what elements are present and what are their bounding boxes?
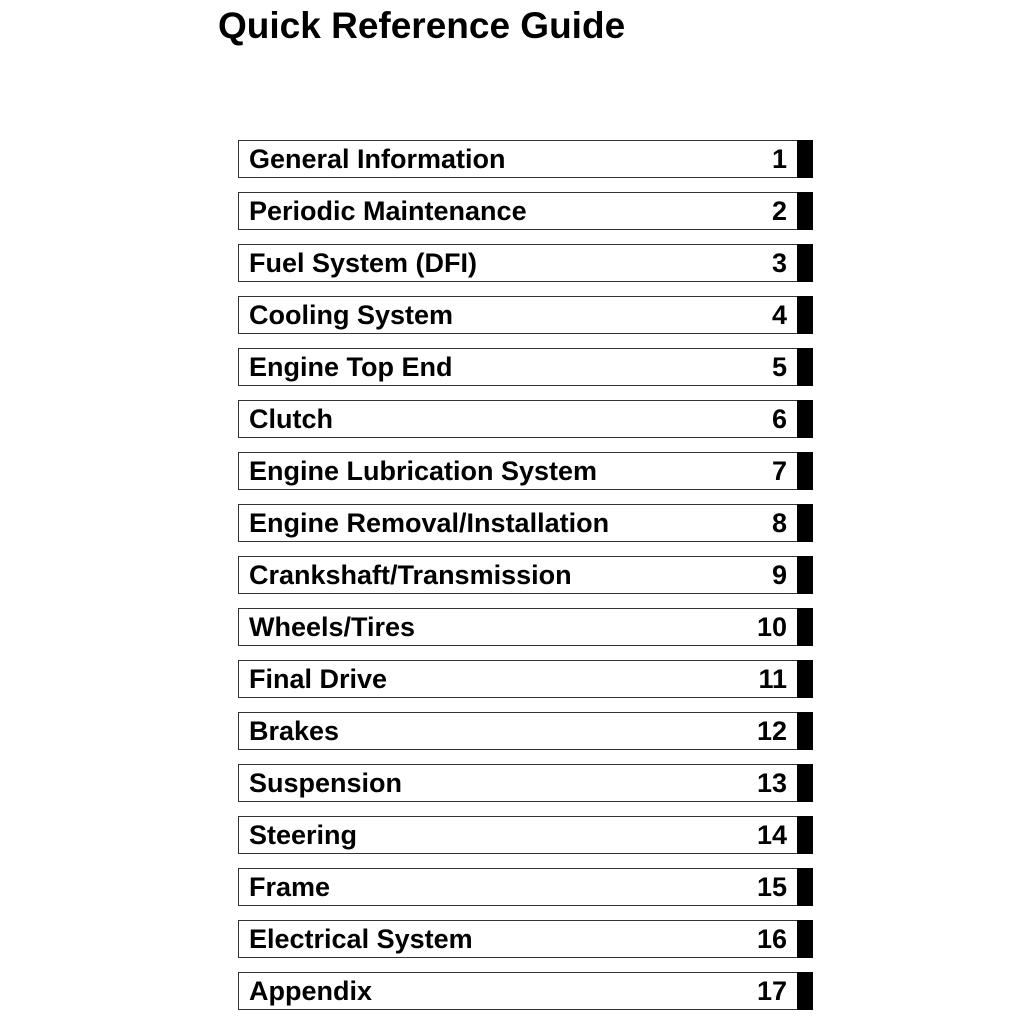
thumb-tab-marker <box>797 504 813 542</box>
section-entry-box <box>238 140 797 178</box>
section-label: Brakes <box>249 715 340 746</box>
section-entry-box <box>238 296 797 334</box>
section-entry-fuel-system[interactable] <box>238 244 813 282</box>
section-label: General Information <box>249 143 506 174</box>
section-entry-box <box>238 660 797 698</box>
section-entry-box <box>238 816 797 854</box>
section-entry-box <box>238 348 797 386</box>
section-index <box>238 140 813 1024</box>
section-entry-box <box>238 972 797 1010</box>
section-entry-box <box>238 608 797 646</box>
section-label: Engine Lubrication System <box>249 455 598 486</box>
section-entry-suspension[interactable] <box>238 764 813 802</box>
thumb-tab-marker <box>797 660 813 698</box>
section-number: 9 <box>771 559 787 590</box>
section-entry-box <box>238 920 797 958</box>
section-number: 16 <box>756 923 787 954</box>
section-label: Fuel System (DFI) <box>249 247 478 278</box>
section-label: Engine Top End <box>249 351 453 382</box>
thumb-tab-marker <box>797 296 813 334</box>
section-entry-crankshaft-transmission[interactable] <box>238 556 813 594</box>
thumb-tab-marker <box>797 868 813 906</box>
section-number: 4 <box>771 299 787 330</box>
section-entry-electrical-system[interactable] <box>238 920 813 958</box>
thumb-tab-marker <box>797 400 813 438</box>
section-label: Appendix <box>249 975 373 1006</box>
section-entry-box <box>238 244 797 282</box>
thumb-tab-marker <box>797 556 813 594</box>
thumb-tab-marker <box>797 192 813 230</box>
section-entry-engine-removal-installation[interactable] <box>238 504 813 542</box>
section-number: 12 <box>756 715 787 746</box>
thumb-tab-marker <box>797 712 813 750</box>
thumb-tab-marker <box>797 764 813 802</box>
thumb-tab-marker <box>797 972 813 1010</box>
section-label: Clutch <box>249 403 333 434</box>
thumb-tab-marker <box>797 140 813 178</box>
section-number: 17 <box>756 975 787 1006</box>
thumb-tab-marker <box>797 452 813 490</box>
section-entry-box <box>238 868 797 906</box>
thumb-tab-marker <box>797 816 813 854</box>
thumb-tab-marker <box>797 244 813 282</box>
section-number: 15 <box>756 871 787 902</box>
section-number: 8 <box>771 507 787 538</box>
section-number: 6 <box>771 403 787 434</box>
section-number: 7 <box>771 455 787 486</box>
thumb-tab-marker <box>797 348 813 386</box>
section-label: Engine Removal/Installation <box>249 507 610 538</box>
section-entry-box <box>238 192 797 230</box>
section-number: 14 <box>756 819 787 850</box>
page-title: Quick Reference Guide <box>218 5 626 46</box>
section-entry-box <box>238 556 797 594</box>
section-entry-final-drive[interactable] <box>238 660 813 698</box>
section-number: 1 <box>771 143 787 174</box>
section-entry-clutch[interactable] <box>238 400 813 438</box>
thumb-tab-marker <box>797 608 813 646</box>
section-entry-brakes[interactable] <box>238 712 813 750</box>
section-label: Wheels/Tires <box>249 611 416 642</box>
section-entry-steering[interactable] <box>238 816 813 854</box>
section-entry-engine-top-end[interactable] <box>238 348 813 386</box>
section-number: 13 <box>756 767 787 798</box>
section-label: Crankshaft/Transmission <box>249 559 572 590</box>
section-entry-box <box>238 452 797 490</box>
section-label: Electrical System <box>249 923 473 954</box>
section-label: Suspension <box>249 767 403 798</box>
section-label: Steering <box>249 819 358 850</box>
section-entry-box <box>238 712 797 750</box>
section-label: Frame <box>249 871 331 902</box>
section-number: 11 <box>758 663 787 694</box>
section-entry-appendix[interactable] <box>238 972 813 1010</box>
section-number: 2 <box>771 195 787 226</box>
section-entry-box <box>238 764 797 802</box>
section-label: Cooling System <box>249 299 454 330</box>
section-entry-general-information[interactable] <box>238 140 813 178</box>
section-number: 5 <box>771 351 787 382</box>
section-entry-frame[interactable] <box>238 868 813 906</box>
section-number: 3 <box>771 247 787 278</box>
section-entry-box <box>238 504 797 542</box>
section-entry-periodic-maintenance[interactable] <box>238 192 813 230</box>
section-label: Final Drive <box>249 663 388 694</box>
thumb-tab-marker <box>797 920 813 958</box>
section-entry-engine-lubrication-system[interactable] <box>238 452 813 490</box>
section-number: 10 <box>756 611 787 642</box>
section-entry-cooling-system[interactable] <box>238 296 813 334</box>
section-entry-wheels-tires[interactable] <box>238 608 813 646</box>
section-label: Periodic Maintenance <box>249 195 527 226</box>
section-entry-box <box>238 400 797 438</box>
